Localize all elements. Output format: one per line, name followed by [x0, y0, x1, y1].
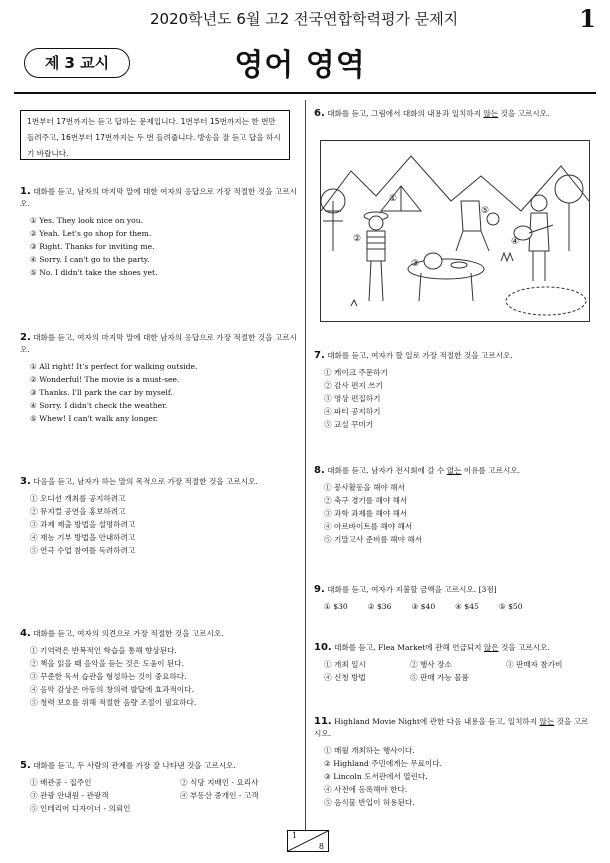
question-stem: 것을 고르시오. [314, 717, 589, 738]
option: ③ 과제 제출 방법을 설명하려고 [30, 520, 136, 529]
option: ⑤ 기말고사 준비를 해야 해서 [324, 535, 422, 544]
question-stem: 것을 고르시오. [498, 643, 550, 652]
header-rule [14, 92, 596, 94]
question-stem-emphasis: 않는 [539, 717, 555, 726]
option: ① All right! It's perfect for walking outside. [30, 362, 198, 371]
camping-scene-image [321, 141, 589, 321]
illustration-marker: ③ [411, 259, 420, 269]
illustration-marker: ⑤ [481, 206, 490, 216]
question-stem: 대화를 듣고, Flea Market에 관해 언급되지 [334, 643, 484, 652]
question-2 [20, 332, 298, 425]
question-stem: Highland Movie Night에 관한 다음 내용을 듣고, 일치하지 [334, 717, 540, 726]
question-stem: 대화를 듣고, 남자가 전시회에 갈 수 [327, 466, 447, 475]
option: ① 봉사활동을 해야 해서 [324, 483, 405, 492]
option: ② Yeah. Let's go shop for them. [30, 229, 152, 238]
question-number: 7. [314, 350, 325, 361]
option: ⑤ 연극 수업 참여를 독려하려고 [30, 546, 136, 555]
question-stem-emphasis: 않는 [483, 109, 499, 118]
question-number: 5. [20, 760, 31, 771]
subject-title: 영어 영역 [234, 48, 366, 83]
column-divider [305, 100, 306, 830]
option: ① 매월 개최하는 행사이다. [324, 746, 415, 755]
question-number: 4. [20, 628, 31, 639]
question-stem: 대화를 듣고, 여자가 할 일로 가장 적절한 것을 고르시오. [327, 351, 513, 360]
illustration-marker: ④ [511, 237, 520, 247]
option: ④ 음악 감상은 아동의 창의력 발달에 효과적이다. [30, 685, 194, 694]
question-8 [314, 465, 594, 546]
option: ④ 재능 기부 방법을 안내하려고 [30, 533, 136, 542]
option: ① 케이크 주문하기 [324, 368, 388, 377]
question-number: 3. [20, 476, 31, 487]
question-stem-emphasis: 않은 [483, 643, 499, 652]
question-stem: 대화를 듣고, 두 사람의 관계를 가장 잘 나타낸 것을 고르시오. [33, 761, 236, 770]
question-7 [314, 350, 594, 431]
question-number: 6. [314, 108, 325, 119]
option: ① 기억력은 반복적인 학습을 통해 향상된다. [30, 646, 177, 655]
option: ④ $45 [455, 602, 479, 611]
illustration-marker: ② [353, 234, 362, 244]
illustration-marker: ① [389, 194, 398, 204]
option: ④ 부동산 중개인 - 고객 [180, 791, 259, 800]
question-stem: 것을 고르시오. [498, 109, 550, 118]
option: ④ Sorry. I can't go to the party. [30, 255, 150, 264]
option: ③ 영상 편집하기 [324, 394, 381, 403]
option: ⑤ No. I didn't take the shoes yet. [30, 268, 158, 277]
option: ⑤ 인테리어 디자이너 - 의뢰인 [30, 804, 131, 813]
option: ④ Sorry. I didn't check the weather. [30, 401, 168, 410]
option: ③ 판매자 참가비 [506, 660, 563, 669]
option: ② Highland 주민에게는 무료이다. [324, 759, 442, 768]
option: ④ 신청 방법 [324, 673, 366, 682]
page-number: 1 [579, 4, 596, 33]
option: ② 감사 편지 쓰기 [324, 381, 383, 390]
current-page: 1 [292, 831, 298, 840]
option: ② 축구 경기를 해야 해서 [324, 496, 408, 505]
question-stem: 이유를 고르시오. [461, 466, 521, 475]
question-stem: 다음을 듣고, 남자가 하는 말의 목적으로 가장 적절한 것을 고르시오. [33, 477, 258, 486]
question-number: 9. [314, 584, 325, 595]
camping-illustration [320, 140, 590, 322]
option: ① $30 [324, 602, 348, 611]
option: ③ Right. Thanks for inviting me. [30, 242, 155, 251]
question-5 [20, 760, 305, 815]
option: ⑤ Whew! I can't walk any longer. [30, 414, 159, 423]
question-number: 10. [314, 642, 332, 653]
total-pages: 8 [318, 842, 324, 851]
option: ① Yes. They look nice on you. [30, 216, 144, 225]
question-stem: 대화를 듣고, 여자가 지불할 금액을 고르시오. [3점] [327, 585, 497, 594]
option: ② 책을 읽을 때 음악을 듣는 것은 도움이 된다. [30, 659, 185, 668]
option: ③ $40 [411, 602, 436, 611]
listening-notice: 1번부터 17번까지는 듣고 답하는 문제입니다. 1번부터 15번까지는 한 번만 들려주고, 16번부터 17번까지는 두 번 들려줍니다. 방송을 잘 듣고 답을 하시기 바랍니다. [20, 110, 290, 160]
option: ⑤ 판매 가능 물품 [410, 673, 469, 682]
option: ④ 아르바이트를 해야 해서 [324, 522, 413, 531]
question-stem-emphasis: 없는 [446, 466, 462, 475]
option: ① 배관공 - 집주인 [30, 778, 92, 787]
option: ② 뮤지컬 공연을 홍보하려고 [30, 507, 126, 516]
question-stem: 대화를 듣고, 그림에서 대화의 내용과 일치하지 [327, 109, 484, 118]
question-stem: 대화를 듣고, 여자의 마지막 말에 대한 남자의 응답으로 가장 적절한 것을 고르시오. [20, 333, 297, 354]
question-stem: 대화를 듣고, 여자의 의견으로 가장 적절한 것을 고르시오. [33, 629, 224, 638]
session-badge: 제 3 교시 [24, 48, 130, 78]
option: ⑤ 청력 보호를 위해 적절한 음량 조절이 필요하다. [30, 698, 197, 707]
option: ② $36 [367, 602, 392, 611]
question-9 [314, 584, 594, 613]
exam-header-title: 2020학년도 6월 고2 전국연합학력평가 문제지 [150, 10, 459, 28]
option: ① 개최 일시 [324, 660, 366, 669]
option: ⑤ 음식물 반입이 허용된다. [324, 798, 415, 807]
option: ② 행사 장소 [410, 660, 452, 669]
option: ③ 관광 안내원 - 관광객 [30, 791, 109, 800]
question-number: 2. [20, 332, 31, 343]
question-1 [20, 186, 298, 279]
question-number: 8. [314, 465, 325, 476]
question-6 [314, 108, 594, 120]
option: ② 식당 지배인 - 요리사 [180, 778, 259, 787]
option: ④ 파티 공지하기 [324, 407, 381, 416]
option: ③ Lincoln 도서관에서 열린다. [324, 772, 428, 781]
question-11 [314, 716, 594, 809]
page-indicator [287, 830, 329, 852]
option: ⑤ 교실 꾸미기 [324, 420, 374, 429]
option: ③ 과학 과제를 해야 해서 [324, 509, 408, 518]
question-10 [314, 642, 594, 684]
question-4 [20, 628, 298, 709]
question-number: 11. [314, 716, 332, 727]
option: ⑤ $50 [498, 602, 523, 611]
option: ② Wonderful! The movie is a must-see. [30, 375, 180, 384]
option: ① 오디션 개최를 공지하려고 [30, 494, 126, 503]
option: ④ 사전에 등록해야 한다. [324, 785, 408, 794]
question-stem: 대화를 듣고, 남자의 마지막 말에 대한 여자의 응답으로 가장 적절한 것을 고르시오. [20, 187, 297, 208]
option: ③ 꾸준한 독서 습관을 형성하는 것이 중요하다. [30, 672, 187, 681]
option: ③ Thanks. I'll park the car by myself. [30, 388, 173, 397]
question-3 [20, 476, 298, 557]
question-number: 1. [20, 186, 31, 197]
